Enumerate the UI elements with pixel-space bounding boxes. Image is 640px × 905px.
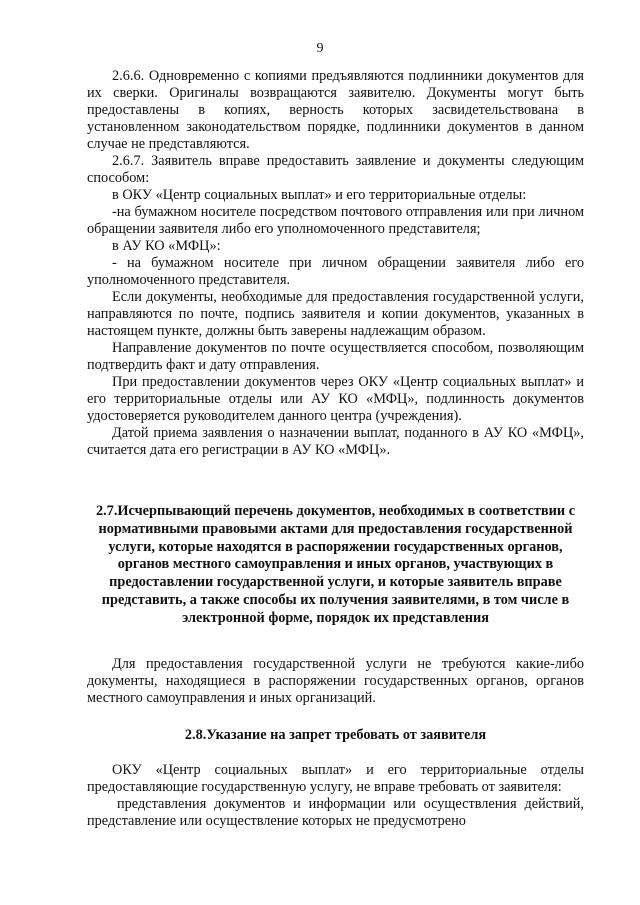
paragraph-oku-paper: -на бумажном носителе посредством почтового отправления или при личном обращении заявителя либо его уполномоченного представителя;	[87, 204, 584, 237]
section-2-8-text	[87, 762, 584, 830]
paragraph-2-7: Для предоставления государственной услуги не требуются какие-либо документы, находящиеся в распоряжении государственных органов, органов местного самоуправления и иных организаций.	[87, 656, 584, 706]
paragraph-2-8-prohibition: ОКУ «Центр социальных выплат» и его территориальные отделы предоставляющие государственную услугу, не вправе требовать от заявителя:	[87, 762, 584, 795]
page-number: 9	[316, 41, 324, 56]
paragraph-authenticity: При предоставлении документов через ОКУ «Центр социальных выплат» и его территориальные отделы или АУ КО «МФЦ», подлинность документов удостоверяется руководителем данного центра (учреждения).	[87, 374, 584, 424]
section-2-7-text	[87, 656, 584, 707]
paragraph-mfc-paper: - на бумажном носителе при личном обращении заявителя либо его уполномоченного представителя.	[87, 255, 584, 288]
paragraph-oku-methods: в ОКУ «Центр социальных выплат» и его территориальные отделы:	[112, 187, 527, 203]
paragraph-2-6-7: 2.6.7. Заявитель вправе предоставить заявление и документы следующим способом:	[87, 153, 584, 186]
paragraph-mfc-heading: в АУ КО «МФЦ»:	[112, 238, 221, 254]
section-2-8	[87, 727, 584, 744]
section-2-6-text	[87, 68, 584, 459]
paragraph-postal-method: Направление документов по почте осуществляется способом, позволяющим подтвердить факт и дату отправления.	[87, 340, 584, 373]
paragraph-application-date: Датой приема заявления о назначении выплат, поданного в АУ КО «МФЦ», считается дата его регистрации в АУ КО «МФЦ».	[87, 425, 584, 458]
heading-2-8: 2.8.Указание на запрет требовать от заявителя	[184, 727, 487, 743]
section-2-7	[87, 503, 584, 628]
paragraph-2-6-6: 2.6.6. Одновременно с копиями предъявляются подлинники документов для их сверки. Оригиналы возвращаются заявителю. Документы могут быть предоставлены в копиях, верность которых засвидетельствована в установленном законодательством порядке, подлинники документов в данном случае не представляются.	[87, 68, 584, 152]
paragraph-2-8-item-1: представления документов и информации или осуществления действий, представление или осуществление которых не предусмотрено	[87, 796, 584, 829]
paragraph-postal-certification: Если документы, необходимые для предоставления государственной услуги, направляются по почте, подпись заявителя и копии документов, указанных в настоящем пункте, должны быть заверены надлежащим образом.	[87, 289, 584, 339]
heading-2-7: 2.7.Исчерпывающий перечень документов, необходимых в соответствии с нормативными правовыми актами для предоставления государственной услуги, которые находятся в распоряжении государственных органов, органов местного самоуправления и иных органов, участвующих в предоставлении государственной услуги, и которые заявитель вправе представить, а также способы их получения заявителями, в том числе в электронной форме, порядок их представления	[95, 503, 576, 626]
